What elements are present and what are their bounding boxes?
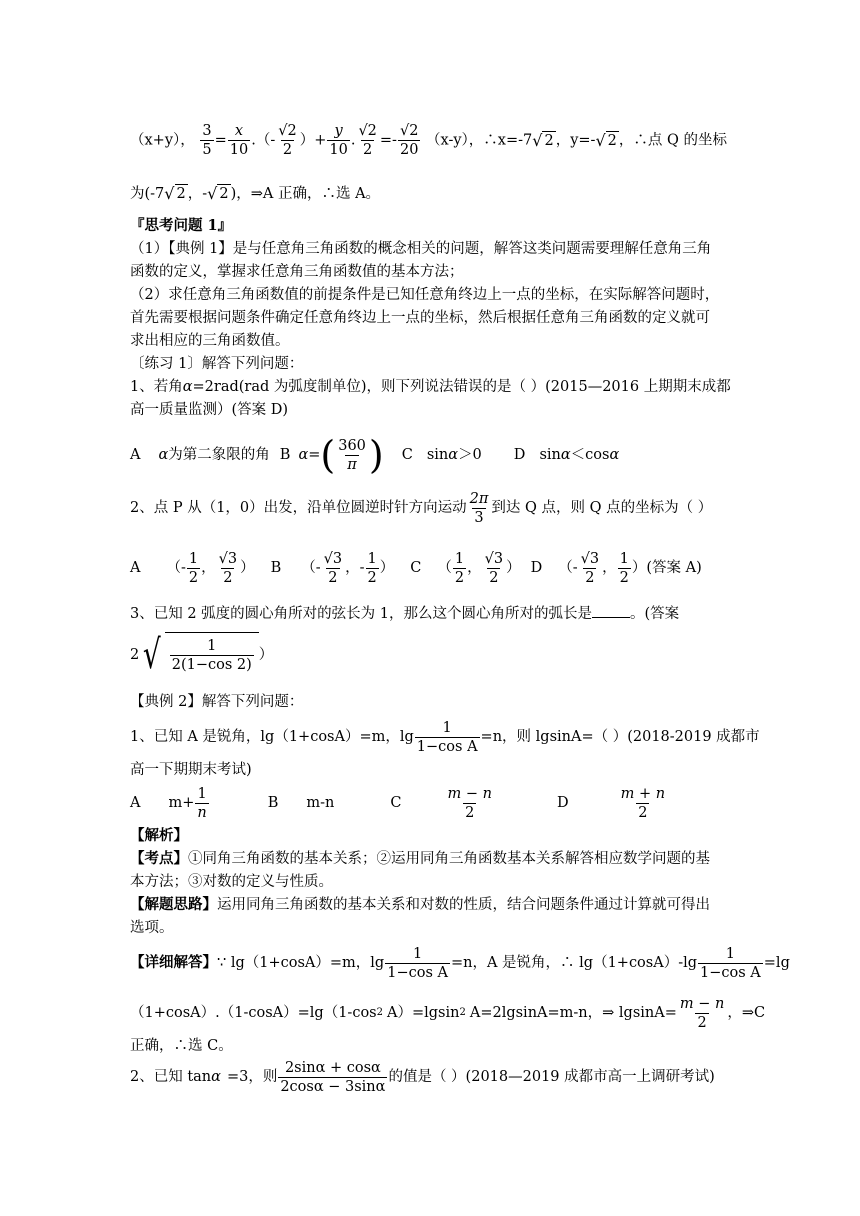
think-1b: 函数的定义，掌握求任意角三角函数值的基本方法； (130, 264, 464, 280)
text: 的值是（ ）(2018—2019 成都市高一上调研考试) (388, 1069, 715, 1085)
fraction (415, 719, 480, 756)
fraction (398, 122, 420, 159)
text: 为第二象限的角 (168, 447, 270, 463)
text: 运用同角三角函数的基本关系和对数的性质，结合问题条件通过计算就可得出 (217, 897, 710, 913)
exponent: 2 (376, 1007, 383, 1018)
text: sin (539, 447, 561, 463)
sqrt: √ $\frac{1}{2(1-\cos 2)}$ (139, 632, 259, 678)
fraction (483, 550, 505, 587)
denominator: 2 (282, 142, 293, 158)
text: .（- (251, 132, 276, 149)
numerator: √3 (580, 550, 600, 567)
fraction (200, 122, 213, 159)
q2-options: A （- $\frac{1}{2}$ ， $\frac{√3}{2}$ ） B （- $\frac{√3}{2}$ ，- $\frac{1}{2}$ ） C （ $\frac{1}{2}$ ， $\frac{√3}{2}$ ） D （- $\frac{√3}{2}$ ， $\frac{1}{2}$ ） (答案 A) (130, 550, 702, 586)
sqrt: √ 2 (532, 130, 554, 150)
key-point-2: 本方法；③对数的定义与性质。 (130, 874, 333, 890)
fraction (579, 550, 601, 587)
text: )，⇒A 正确，∴选 A。 (230, 186, 381, 202)
text: ∵ lg（1+cosA）=m，lg (217, 955, 385, 971)
denominator: 10 (229, 142, 249, 158)
text: = (308, 447, 321, 463)
numerator: 1 (619, 550, 629, 567)
q1-line-a (130, 377, 731, 397)
e1-options (130, 782, 668, 824)
text: ①同角三角函数的基本关系；②运用同角三角函数基本关系解答相应数学问题的基 (188, 851, 710, 867)
analysis-title: 【解析】 (130, 827, 188, 844)
solution-idea-2: 选项。 (130, 920, 174, 936)
sqrt-arg: 2 (219, 186, 229, 202)
option-label: D (530, 560, 543, 576)
option-label: A (130, 560, 141, 576)
sqrt: √ 2 (164, 184, 186, 203)
fraction (678, 995, 726, 1032)
fraction (446, 785, 494, 822)
solution-idea (130, 895, 710, 915)
option-label: C (401, 447, 413, 463)
numerator: 2sinα + cosα (284, 1059, 381, 1076)
denominator: 2 (489, 569, 499, 586)
numerator: 1 (188, 550, 199, 567)
numerator: 2π (469, 490, 489, 507)
e1-line-b: 高一下期期末考试) (130, 762, 252, 778)
fraction (366, 550, 379, 587)
numerator: m − n (679, 995, 725, 1012)
text: =2rad(rad 为弧度制单位)，则下列说法错误的是（ ）(2015—2016 上期期末成都 (192, 379, 731, 395)
text: = (214, 132, 227, 149)
denominator: 2 (697, 1014, 707, 1031)
text: 2 (130, 647, 140, 663)
fraction (468, 490, 491, 527)
numerator: 1 (725, 945, 736, 962)
derivation-line-1 (130, 122, 727, 159)
detail-line-1 (130, 942, 790, 984)
text: ）+ (299, 132, 327, 149)
think-2a: （2）求任意角三角函数值的前提条件是已知任意角终边上一点的坐标，在实际解答问题时， (130, 287, 720, 303)
fraction (322, 550, 344, 587)
numerator: √3 (323, 550, 343, 567)
numerator: 1 (207, 638, 217, 654)
text: （1+cosA）.（1-cosA）=lg（1-cos (130, 1005, 377, 1021)
option-label: B (270, 560, 282, 576)
text: ＞0 (458, 447, 482, 463)
alpha-symbol: α (158, 447, 169, 463)
detail-line-3: 正确，∴选 C。 (130, 1038, 233, 1054)
q3-line (130, 603, 679, 624)
option-label: C (410, 560, 422, 576)
option-label: D (513, 447, 526, 463)
e2-line (130, 1054, 715, 1100)
text: 。(答案 (630, 606, 680, 622)
fraction (187, 550, 200, 587)
q1-options (130, 434, 619, 476)
numerator: √3 (484, 550, 504, 567)
alpha-symbol: α (609, 447, 620, 463)
alpha-symbol: α (211, 1069, 221, 1085)
denominator: 2 (585, 569, 595, 586)
denominator: 3 (474, 509, 484, 526)
sqrt-arg: 2 (544, 132, 554, 149)
fraction (385, 945, 450, 982)
fraction (276, 122, 298, 159)
q2-line (130, 488, 712, 528)
detail-line-2 (130, 992, 765, 1034)
text: 1、已知 A 是锐角，lg（1+cosA）=m，lg (130, 729, 414, 745)
sqrt: √ 2 (595, 130, 617, 150)
text: ，y=- (555, 132, 596, 149)
sqrt-arg: 2 (607, 132, 617, 149)
text: （x-y），∴x=-7 (426, 132, 533, 149)
option-label: A (130, 795, 141, 811)
denominator: 2 (638, 804, 648, 821)
alpha-symbol: α (182, 379, 193, 395)
numerator: √2 (399, 123, 419, 139)
think-1a: （1）【典例 1】是与任意角三角函数的概念相关的问题，解答这类问题需要理解任意角三角 (130, 241, 712, 257)
denominator: 2 (328, 569, 338, 586)
text: =lg (763, 955, 790, 971)
fraction (618, 550, 631, 587)
text: =n，A 是锐角，∴ lg（1+cosA）-lg (450, 955, 698, 971)
fraction (195, 785, 208, 822)
alpha-symbol: α (298, 447, 309, 463)
numerator: y (334, 123, 343, 139)
text: m+ (168, 795, 195, 811)
text: ＜cos (570, 447, 610, 463)
fraction (619, 785, 667, 822)
text: A=2lgsinA=m-n，⇒ lgsinA= (469, 1005, 677, 1021)
text: ） (258, 647, 274, 663)
numerator: √2 (278, 123, 297, 139)
label: 【详细解答】 (130, 954, 217, 971)
option-label: C (390, 795, 402, 811)
denominator: 1−cos A (416, 738, 478, 755)
denominator: 2 (619, 569, 629, 586)
denominator: π (347, 456, 357, 473)
alpha-symbol: α (560, 447, 571, 463)
option-label: B (267, 795, 279, 811)
numerator: 1 (412, 945, 423, 962)
text: . (350, 132, 356, 149)
denominator: 2 (367, 569, 377, 586)
fraction (698, 945, 763, 982)
key-point (130, 849, 710, 869)
denominator: 1−cos A (387, 964, 448, 981)
e1-line-a (130, 716, 760, 758)
denominator: 10 (329, 142, 348, 158)
think-title: 『思考问题 1』 (130, 217, 233, 234)
fraction (336, 437, 368, 474)
text: sin (426, 447, 449, 463)
text: =n，则 lgsinA=（ ）(2018-2019 成都市 (480, 729, 760, 745)
numerator: 1 (442, 719, 452, 736)
numerator: √2 (358, 123, 377, 139)
label: 【解题思路】 (130, 896, 217, 913)
denominator: 2 (465, 804, 475, 821)
label: 【考点】 (130, 850, 188, 867)
text: =- (379, 132, 397, 149)
numerator: √3 (218, 550, 238, 567)
fraction (170, 637, 254, 674)
numerator: 3 (202, 123, 212, 139)
fraction (356, 122, 378, 159)
fraction (217, 550, 239, 587)
denominator: 2 (188, 569, 199, 586)
think-2b: 首先需要根据问题条件确定任意角终边上一点的坐标，然后根据任意角三角函数的定义就可 (130, 310, 710, 326)
exponent: 2 (459, 1007, 466, 1018)
numerator: m − n (447, 785, 492, 802)
fraction (327, 122, 349, 159)
think-2c: 求出相应的三角函数值。 (130, 333, 290, 349)
q1-line-b: 高一质量监测）(答案 D) (130, 402, 289, 418)
text: 为(-7 (130, 186, 165, 202)
answer-blank (592, 603, 630, 618)
text: =3，则 (226, 1069, 278, 1085)
numerator: 360 (338, 437, 366, 454)
denominator: 2 (454, 569, 465, 586)
text: 1、若角 (130, 379, 183, 395)
derivation-line-2 (130, 184, 380, 204)
denominator: 2cosα − 3sinα (280, 1078, 386, 1095)
option-label: B (279, 447, 291, 463)
text: ，∴点 Q 的坐标 (618, 132, 727, 149)
denominator: 2 (223, 569, 233, 586)
q3-answer (130, 630, 273, 680)
paren-group: ( $\frac{360}{\pi}$ ) (320, 433, 384, 477)
text: A）=lgsin (387, 1005, 460, 1021)
denominator: n (197, 804, 207, 821)
numerator: 1 (367, 550, 377, 567)
text: m-n (306, 795, 335, 811)
fraction (228, 122, 250, 159)
numerator: m + n (620, 785, 666, 802)
denominator: 2 (363, 142, 373, 158)
option-label: D (556, 795, 569, 811)
numerator: 1 (454, 550, 465, 567)
text: 3、已知 2 弧度的圆心角所对的弦长为 1，那么这个圆心角所对的弧长是 (130, 606, 593, 622)
denominator: 20 (399, 142, 419, 158)
text: 到达 Q 点，则 Q 点的坐标为（ ） (491, 500, 713, 516)
alpha-symbol: α (448, 447, 459, 463)
text: （x+y）， (130, 132, 195, 149)
denominator: 2(1−cos 2) (171, 657, 252, 673)
denominator: 1−cos A (700, 964, 761, 981)
numerator: 1 (197, 785, 207, 802)
exercise-title: 〔练习 1〕解答下列问题： (130, 356, 304, 372)
numerator: x (234, 123, 244, 139)
text: ，- (187, 186, 208, 202)
text: 2、已知 tan (130, 1069, 212, 1085)
answer-note: (答案 A) (646, 560, 702, 576)
sqrt: √ 2 (207, 184, 229, 203)
sqrt-arg: 2 (176, 186, 186, 202)
fraction (278, 1059, 387, 1096)
option-label: A (130, 447, 141, 463)
text: ，⇒C (727, 1005, 766, 1021)
example2-title: 【典例 2】解答下列问题： (130, 694, 304, 710)
text: 2、点 P 从（1，0）出发，沿单位圆逆时针方向运动 (130, 500, 467, 516)
denominator: 5 (202, 142, 212, 158)
fraction (453, 550, 466, 587)
